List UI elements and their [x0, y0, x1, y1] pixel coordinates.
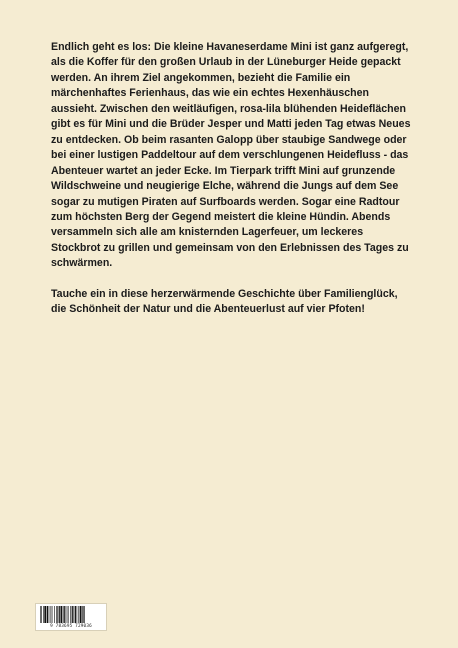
isbn-barcode	[35, 603, 107, 631]
blurb-paragraph-2: Tauche ein in diese herzerwärmende Geschichte über Familienglück, die Schönheit der Natur und die Abenteuerlust auf vier Pfoten!	[51, 287, 398, 316]
barcode-digits: 9 783695 729036	[50, 624, 92, 629]
barcode-bars	[40, 606, 104, 623]
blurb-text	[51, 40, 413, 318]
blurb-paragraph-1: Endlich geht es los: Die kleine Havaneserdame Mini ist ganz aufgeregt, als die Koffer für den großen Urlaub in der Lüneburger Heide gepackt werden. An ihrem Ziel angekommen, bezieht die Familie ein märchenhaftes Ferienhaus, das wie ein echtes Hexenhäuschen aussieht. Zwischen den weitläufigen, rosa-lila blühenden Heideflächen gibt es für Mini und die Brüder Jesper und Matti jeden Tag etwas Neues zu entdecken. Ob beim rasanten Galopp über staubige Sandwege oder bei einer lustigen Paddeltour auf dem verschlungenen Heidefluss - das Abenteuer wartet an jeder Ecke. Im Tierpark trifft Mini auf grunzende Wildschweine und neugierige Elche, während die Jungs auf dem See sogar zu mutigen Piraten auf Surfboards werden. Sogar eine Radtour zum höchsten Berg der Gegend meistert die kleine Hündin. Abends versammeln sich alle am knisternden Lagerfeuer, um leckeres Stockbrot zu grillen und gemeinsam von den Erlebnissen des Tages zu schwärmen.	[51, 41, 411, 270]
